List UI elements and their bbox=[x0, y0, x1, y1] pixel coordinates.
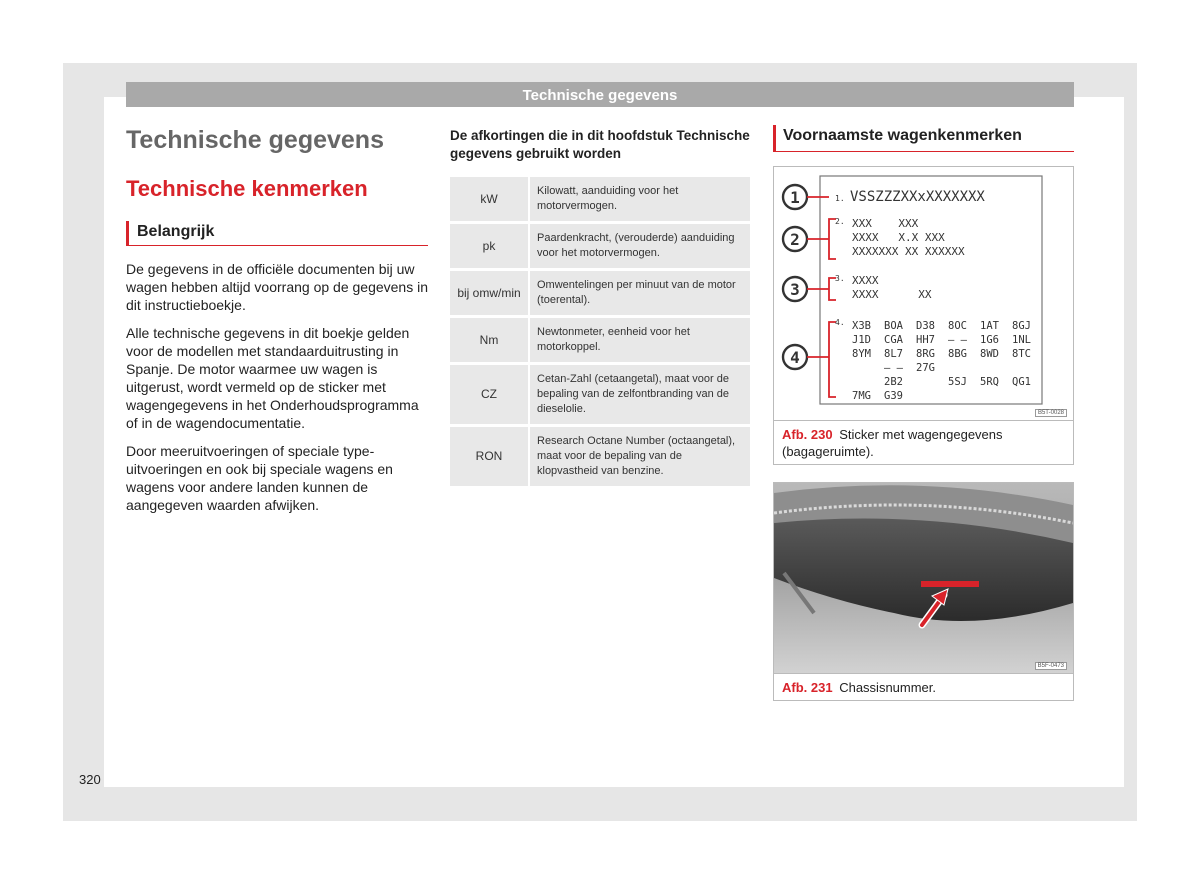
sticker-code: 5RQ bbox=[980, 376, 999, 388]
sticker-line-number: 2. bbox=[835, 217, 845, 226]
sticker-code: 1AT bbox=[980, 320, 999, 332]
page-title: Technische gegevens bbox=[126, 126, 384, 154]
figure-sticker bbox=[773, 166, 1074, 465]
important-heading: Belangrijk bbox=[126, 221, 428, 246]
table-row bbox=[450, 270, 750, 317]
sticker-text: XXXX XX bbox=[852, 288, 932, 301]
abbreviation: kW bbox=[450, 177, 529, 223]
svg-text:4: 4 bbox=[790, 348, 800, 367]
sticker-code: 8RG bbox=[916, 348, 935, 360]
paragraph: De gegevens in de officiële documenten bij uw wagen hebben altijd voorrang op de gegevens in dit instructieboekje. bbox=[126, 261, 429, 313]
sticker-code: 8WD bbox=[980, 348, 999, 360]
sticker-code: G39 bbox=[884, 390, 903, 402]
svg-text:1: 1 bbox=[790, 188, 800, 207]
column-abbreviations bbox=[450, 127, 750, 489]
sticker-code: 7MG bbox=[852, 390, 871, 402]
sticker-vin: VSSZZZXXxXXXXXXX bbox=[850, 189, 985, 205]
table-row bbox=[450, 426, 750, 488]
abbreviations-table bbox=[450, 177, 750, 489]
abbreviation: RON bbox=[450, 426, 529, 488]
sticker-code: X3B bbox=[852, 320, 871, 332]
figure-code: B5T-0028 bbox=[1035, 409, 1067, 417]
table-row bbox=[450, 223, 750, 270]
abbreviation: bij omw/min bbox=[450, 270, 529, 317]
table-row bbox=[450, 364, 750, 426]
sticker-code: CGA bbox=[884, 334, 903, 346]
sticker-line-number: 3. bbox=[835, 274, 845, 283]
abbreviation: pk bbox=[450, 223, 529, 270]
figure-label: Afb. 231 bbox=[782, 680, 833, 695]
sticker-drawing bbox=[774, 167, 1073, 420]
table-row bbox=[450, 177, 750, 223]
figure-caption bbox=[774, 673, 1073, 700]
sticker-text: XXXX bbox=[852, 274, 879, 287]
sticker-text: XXX XXX bbox=[852, 217, 919, 230]
paragraph: Alle technische gegevens in dit boekje gelden voor de modellen met standaarduitrusting in Spanje. De motor waarmee uw wagen is uitgerust, wordt vermeld op de sticker met wagengegevens in het Onderhoudsprogramma of in de wagendocumentatie. bbox=[126, 325, 419, 431]
figure-label: Afb. 230 bbox=[782, 427, 833, 442]
paragraph: Door meeruitvoeringen of speciale type-uitvoeringen en ook bij speciale wagens en wagens voor andere landen kunnen de aangegeven waarden afwijken. bbox=[126, 443, 393, 513]
page-number: 320 bbox=[79, 772, 101, 787]
table-row bbox=[450, 317, 750, 364]
figure-chassis bbox=[773, 482, 1074, 701]
sticker-illustration bbox=[774, 167, 1073, 420]
sticker-code: J1D bbox=[852, 334, 871, 346]
chassis-photo bbox=[774, 483, 1073, 673]
figure-caption-text: Sticker met wagengegevens (bagageruimte). bbox=[782, 427, 1003, 459]
sticker-code: 2B2 bbox=[884, 376, 903, 388]
sticker-code: QG1 bbox=[1012, 376, 1031, 388]
running-header: Technische gegevens bbox=[126, 82, 1074, 107]
sticker-text: XXXX X.X XXX bbox=[852, 231, 945, 244]
abbreviation: CZ bbox=[450, 364, 529, 426]
definition: Omwentelingen per minuut van de motor (toerental). bbox=[529, 270, 750, 317]
sticker-code: 1NL bbox=[1012, 334, 1031, 346]
definition: Paardenkracht, (verouderde) aanduiding voor het motorvermogen. bbox=[529, 223, 750, 270]
section-title: Technische kenmerken bbox=[126, 176, 368, 201]
definition: Cetan-Zahl (cetaangetal), maat voor de bepaling van de zelfontbranding van de dieselolie. bbox=[529, 364, 750, 426]
figure-code: B5F-0473 bbox=[1035, 662, 1067, 670]
sticker-line-number: 4. bbox=[835, 318, 845, 327]
column-intro bbox=[126, 125, 428, 514]
definition: Newtonmeter, eenheid voor het motorkoppel. bbox=[529, 317, 750, 364]
sticker-code: HH7 bbox=[916, 334, 935, 346]
vin-plate bbox=[921, 581, 979, 587]
sticker-code: 8L7 bbox=[884, 348, 903, 360]
sticker-code: D38 bbox=[916, 320, 935, 332]
sticker-code: BOA bbox=[884, 320, 903, 332]
figure-caption-text: Chassisnummer. bbox=[839, 680, 937, 695]
sticker-code: 8YM bbox=[852, 348, 871, 360]
sticker-code: — — bbox=[948, 334, 967, 346]
sticker-text: XXXXXXX XX XXXXXX bbox=[852, 245, 965, 258]
figure-caption bbox=[774, 420, 1073, 464]
sticker-code: 5SJ bbox=[948, 376, 967, 388]
sticker-code: 27G bbox=[916, 362, 935, 374]
svg-text:3: 3 bbox=[790, 280, 800, 299]
vehicle-data-heading: Voornaamste wagenkenmerken bbox=[773, 125, 1074, 152]
chassis-drawing bbox=[774, 483, 1073, 673]
sticker-code: — — bbox=[884, 362, 903, 374]
sticker-code: 1G6 bbox=[980, 334, 999, 346]
column-vehicle-data bbox=[773, 125, 1074, 701]
sticker-code: 8GJ bbox=[1012, 320, 1031, 332]
sticker-line-number: 1. bbox=[835, 194, 845, 203]
abbreviations-heading: De afkortingen die in dit hoofdstuk Technische gegevens gebruikt worden bbox=[450, 128, 750, 161]
svg-text:2: 2 bbox=[790, 230, 800, 249]
definition: Research Octane Number (octaangetal), maat voor de bepaling van de klopvastheid van benzine. bbox=[529, 426, 750, 488]
sticker-code: 8OC bbox=[948, 320, 967, 332]
sticker-code: 8BG bbox=[948, 348, 967, 360]
sticker-code: 8TC bbox=[1012, 348, 1031, 360]
definition: Kilowatt, aanduiding voor het motorvermogen. bbox=[529, 177, 750, 223]
abbreviation: Nm bbox=[450, 317, 529, 364]
